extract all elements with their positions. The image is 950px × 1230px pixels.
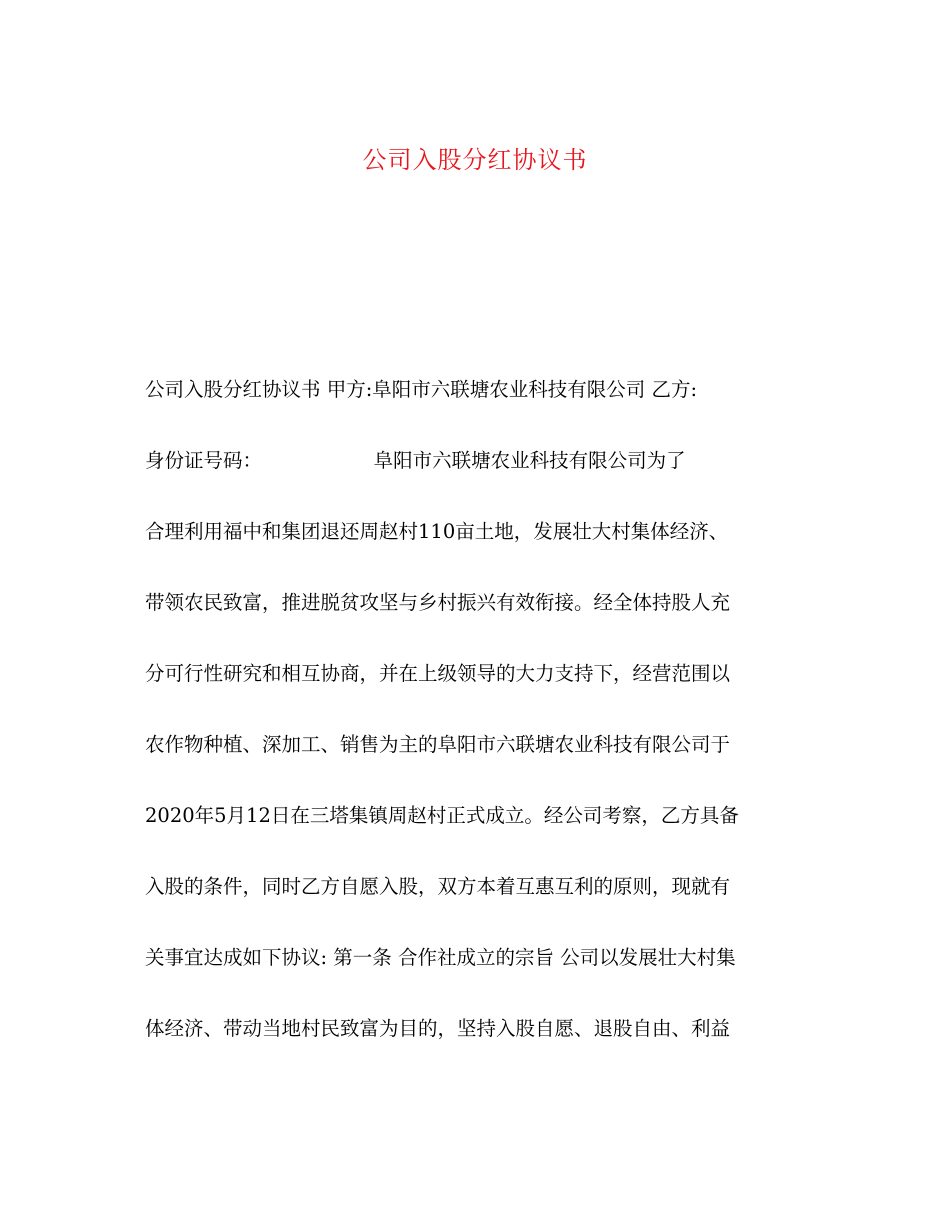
body-line: 公司入股分红协议书 甲方:阜阳市六联塘农业科技有限公司 乙方: (145, 378, 698, 401)
body-line: 关事宜达成如下协议: 第一条 合作社成立的宗旨 公司以发展壮大村集 (145, 946, 736, 969)
document-body (145, 370, 815, 1080)
body-line: 2020年5月12日在三塔集镇周赵村正式成立。经公司考察，乙方具备 (145, 804, 739, 827)
body-line: 带领农民致富，推进脱贫攻坚与乡村振兴有效衔接。经全体持股人充 (145, 591, 731, 614)
body-line: 分可行性研究和相互协商，并在上级领导的大力支持下，经营范围以 (145, 662, 731, 685)
body-line: 入股的条件，同时乙方自愿入股，双方本着互惠互利的原则，现就有 (145, 875, 731, 898)
body-line: 体经济、带动当地村民致富为目的，坚持入股自愿、退股自由、利益 (145, 1017, 731, 1040)
body-line: 身份证号码： 阜阳市六联塘农业科技有限公司为了 (145, 449, 686, 472)
body-line: 合理利用福中和集团退还周赵村110亩土地，发展壮大村集体经济、 (145, 520, 729, 543)
document-title: 公司入股分红协议书 (362, 146, 588, 174)
body-line: 农作物种植、深加工、销售为主的阜阳市六联塘农业科技有限公司于 (145, 733, 731, 756)
